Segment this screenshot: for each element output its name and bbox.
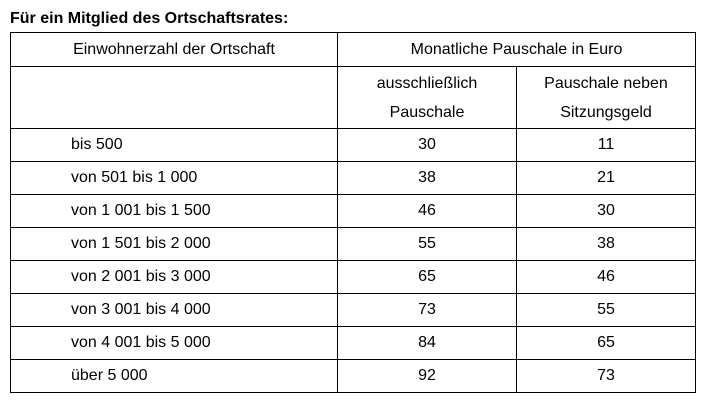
exclusive-allowance: 38	[338, 162, 517, 195]
subheader-exclusive-line2: Pauschale	[389, 103, 465, 121]
population-range: bis 500	[11, 129, 338, 162]
population-range: von 4 001 bis 5 000	[11, 327, 338, 360]
table-row	[11, 162, 696, 195]
population-range: von 501 bis 1 000	[11, 162, 338, 195]
exclusive-allowance: 84	[338, 327, 517, 360]
population-range: über 5 000	[11, 360, 338, 393]
page-title: Für ein Mitglied des Ortschaftsrates:	[10, 10, 289, 27]
subheader-empty-cell	[11, 67, 338, 129]
allowance-with-fee: 46	[517, 261, 696, 294]
allowance-with-fee: 11	[517, 129, 696, 162]
exclusive-allowance: 73	[338, 294, 517, 327]
table-row	[11, 327, 696, 360]
table-row	[11, 195, 696, 228]
table-row	[11, 360, 696, 393]
allowance-with-fee: 21	[517, 162, 696, 195]
exclusive-allowance: 65	[338, 261, 517, 294]
population-range: von 3 001 bis 4 000	[11, 294, 338, 327]
population-range: von 2 001 bis 3 000	[11, 261, 338, 294]
header-row	[11, 33, 696, 67]
subheader-exclusive-line1: ausschließlich	[376, 74, 478, 92]
header-monthly-allowance: Monatliche Pauschale in Euro	[338, 33, 696, 67]
table-row	[11, 228, 696, 261]
allowance-with-fee: 38	[517, 228, 696, 261]
allowance-with-fee: 65	[517, 327, 696, 360]
table-row	[11, 129, 696, 162]
exclusive-allowance: 55	[338, 228, 517, 261]
fee-table	[10, 32, 696, 393]
population-range: von 1 501 bis 2 000	[11, 228, 338, 261]
subheader-with-fee	[517, 67, 696, 129]
subheader-with-fee-line1: Pauschale neben	[544, 74, 668, 92]
allowance-with-fee: 30	[517, 195, 696, 228]
header-population: Einwohnerzahl der Ortschaft	[11, 33, 338, 67]
allowance-with-fee: 55	[517, 294, 696, 327]
subheader-exclusive	[338, 67, 517, 129]
population-range: von 1 001 bis 1 500	[11, 195, 338, 228]
allowance-with-fee: 73	[517, 360, 696, 393]
exclusive-allowance: 92	[338, 360, 517, 393]
exclusive-allowance: 30	[338, 129, 517, 162]
table-row	[11, 294, 696, 327]
subheader-row	[11, 67, 696, 129]
table-row	[11, 261, 696, 294]
subheader-with-fee-line2: Sitzungsgeld	[560, 103, 652, 121]
exclusive-allowance: 46	[338, 195, 517, 228]
